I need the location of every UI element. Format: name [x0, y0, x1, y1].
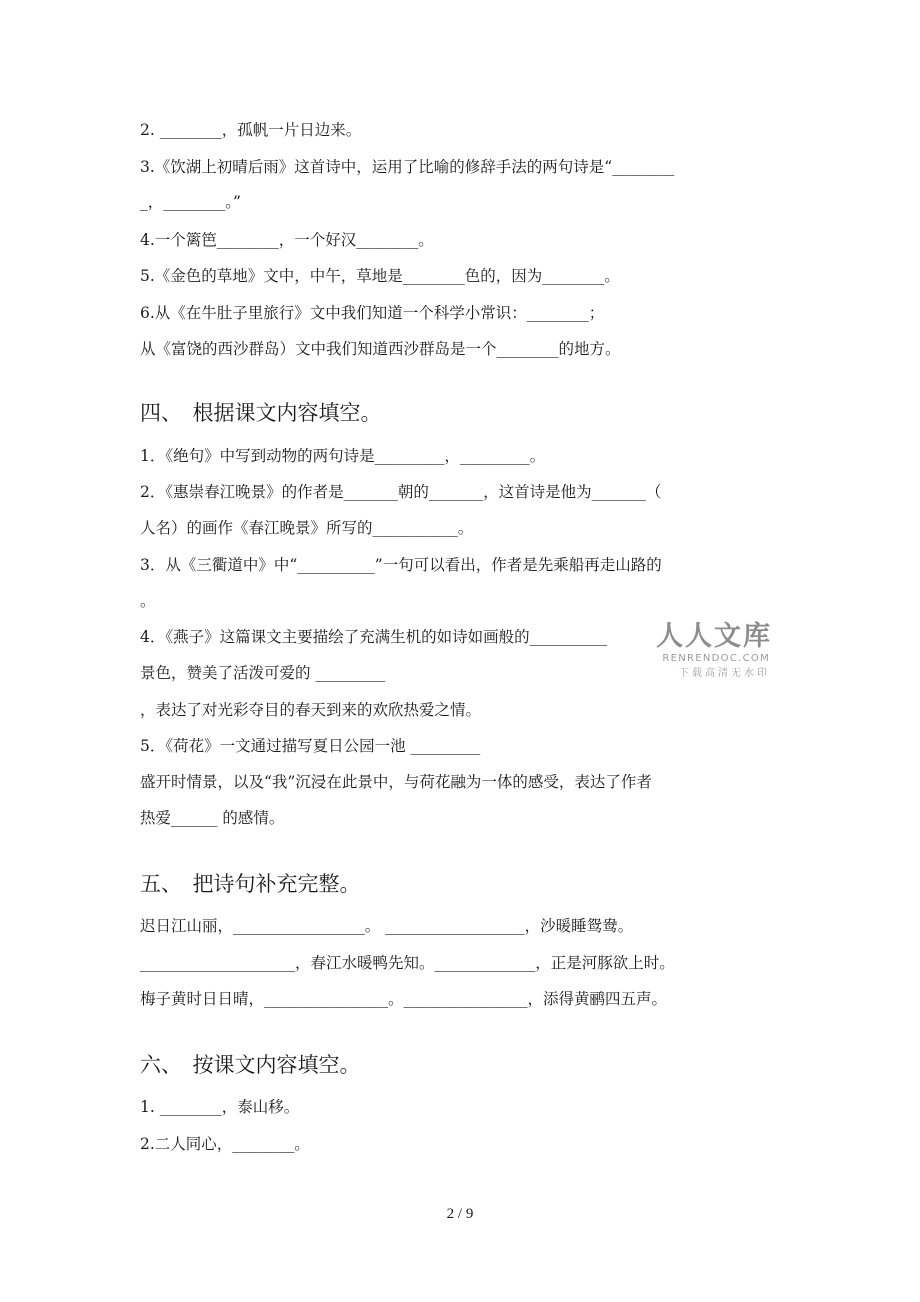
watermark-title: 人人文库: [656, 621, 772, 652]
question-line: 。: [140, 592, 156, 610]
watermark-slogan: 下载高清无水印: [679, 668, 770, 679]
question-line: 4．《燕子》这篇课文主要描绘了充满生机的如诗如画般的__________: [140, 628, 608, 646]
question-line: 盛开时情景，以及“我”沉浸在此景中，与荷花融为一体的感受，表达了作者: [140, 773, 652, 791]
question-line: ____________________，春江水暖鸭先知。_____________，正是河豚欲上时。: [140, 954, 675, 972]
question-line: 6.从《在牛肚子里旅行》文中我们知道一个科学小常识：________；: [140, 304, 605, 322]
question-line: 景色，赞美了活泼可爱的 _________: [140, 664, 386, 682]
question-line: 1. ________，泰山移。: [140, 1098, 300, 1116]
question-line: 4.一个篱笆________，一个好汉________。: [140, 231, 434, 249]
question-line: 从《富饶的西沙群岛）文中我们知道西沙群岛是一个________的地方。: [140, 340, 621, 358]
question-line: 人名）的画作《春江晚景》所写的___________。: [140, 519, 474, 537]
question-line: 2.二人同心，________。: [140, 1135, 310, 1153]
section-heading-5: 五、 把诗句补充完整。: [140, 872, 361, 896]
watermark: [612, 621, 772, 683]
question-line: 5.《金色的草地》文中，中午，草地是________色的，因为________。: [140, 267, 620, 285]
question-line: 3．从《三衢道中》中“__________”一句可以看出，作者是先乘船再走山路的: [140, 556, 662, 574]
question-line: 1．《绝句》中写到动物的两句诗是_________，_________。: [140, 447, 546, 465]
question-line: ，表达了对光彩夺目的春天到来的欢欣热爱之情。: [140, 701, 482, 719]
watermark-url: RENRENDOC.COM: [662, 653, 770, 664]
section-heading-6: 六、 按课文内容填空。: [140, 1053, 361, 1077]
question-line: 梅子黄时日日晴，________________。________________，添得黄鹂四五声。: [140, 990, 668, 1008]
page-number: 2 / 9: [446, 1206, 474, 1222]
question-line: 热爱______ 的感情。: [140, 809, 285, 827]
question-line: 3.《饮湖上初晴后雨》这首诗中，运用了比喻的修辞手法的两句诗是“________: [140, 158, 675, 176]
question-line: 迟日江山丽，_________________。 __________________，沙暖睡鸳鸯。: [140, 917, 634, 935]
question-line: 5．《荷花》一文通过描写夏日公园一池 _________: [140, 737, 481, 755]
question-line: 2．《惠崇春江晚景》的作者是_______朝的_______，这首诗是他为_______（: [140, 483, 662, 501]
section-heading-4: 四、 根据课文内容填空。: [140, 401, 382, 425]
question-line: _，________。”: [140, 193, 241, 211]
question-line: 2. ________，孤帆一片日边来。: [140, 121, 362, 139]
